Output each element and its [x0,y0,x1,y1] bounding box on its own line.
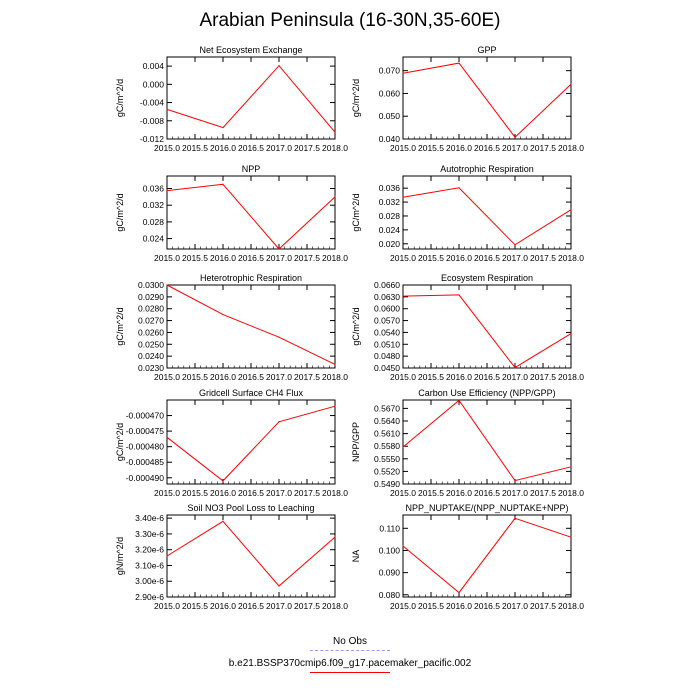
x-tick-label: 2016.0 [446,143,472,153]
y-tick-label: 0.5580 [374,441,400,452]
chart-panel-5 [115,273,348,382]
panel-title: Net Ecosystem Exchange [199,45,303,55]
y-tick-label: 2.90e-6 [135,592,164,602]
chart-panel-6 [351,273,584,382]
data-point [458,400,459,401]
plot-frame [167,515,335,597]
data-point [402,197,403,198]
data-point [222,184,223,185]
data-point [570,84,571,85]
data-point [514,244,515,245]
x-tick-label: 2015.5 [182,601,208,611]
data-point [278,337,279,338]
y-tick-label: -0.012 [139,134,164,144]
x-tick-label: 2015.5 [182,143,208,153]
y-tick-label: 0.110 [379,523,400,534]
y-axis-label: gC/m^2/d [115,78,125,118]
y-tick-label: 0.5670 [374,403,400,414]
x-tick-label: 2016.5 [474,253,500,263]
y-tick-label: -0.000480 [125,441,164,452]
y-tick-label: 3.00e-6 [135,576,164,587]
chart-panel-9 [115,503,348,611]
x-tick-label: 2016.0 [210,488,236,498]
panel-title: Autotrophic Respiration [440,164,534,174]
data-point [222,480,223,481]
x-tick-label: 2018.0 [322,601,348,611]
panel-title: GPP [477,45,497,55]
plot-frame [167,176,335,249]
y-axis-label: gC/m^2/d [115,307,125,346]
series-line [167,66,335,133]
y-tick-label: 0.090 [378,567,400,578]
y-tick-label: 0.0270 [138,315,164,326]
y-tick-label: 0.0450 [374,363,400,373]
x-tick-label: 2017.5 [530,253,556,263]
data-point [278,421,279,422]
series-line [167,184,335,249]
series-line [403,63,571,137]
y-tick-label: -0.000485 [125,457,164,468]
panel-title: Carbon Use Efficiency (NPP/GPP) [418,388,556,398]
x-tick-label: 2018.0 [558,143,584,153]
y-tick-label: 0.070 [378,65,400,76]
series-line [167,521,335,586]
chart-panel-10 [351,503,584,611]
y-tick-label: 0.028 [142,216,164,227]
data-point [570,537,571,538]
data-point [278,585,279,586]
plot-frame [167,400,335,484]
x-tick-label: 2016.0 [446,601,472,611]
page-title: Arabian Peninsula (16-30N,35-60E) [199,10,501,31]
data-point [514,367,515,368]
x-tick-label: 2017.0 [266,253,292,263]
y-tick-label: 0.032 [142,200,164,211]
data-point [402,295,403,296]
chart-panel-8 [351,388,584,498]
y-tick-label: 3.40e-6 [135,513,164,524]
data-point [222,127,223,128]
data-point [222,314,223,315]
y-tick-label: 0.0600 [374,303,400,314]
x-tick-label: 2016.0 [210,372,236,382]
y-tick-label: 0.036 [378,183,400,194]
x-tick-label: 2015.5 [418,143,444,153]
y-tick-label: 3.30e-6 [135,528,164,539]
x-tick-label: 2017.5 [294,488,320,498]
plot-frame [403,57,571,139]
data-point [514,480,515,481]
x-tick-label: 2017.0 [502,601,528,611]
x-tick-label: 2015.0 [390,601,416,611]
data-point [166,284,167,285]
x-tick-label: 2016.5 [238,372,264,382]
data-point [514,137,515,138]
data-point [458,592,459,593]
data-point [402,545,403,546]
y-tick-label: -0.008 [139,115,164,126]
y-tick-label: 0.080 [378,589,400,600]
y-tick-label: 0.024 [142,233,164,244]
y-tick-label: 0.0260 [138,327,164,338]
x-tick-label: 2015.0 [154,372,180,382]
series-line [403,188,571,245]
data-point [514,518,515,519]
data-point [166,190,167,191]
x-tick-label: 2015.5 [418,488,444,498]
x-tick-label: 2015.0 [154,601,180,611]
data-point [334,196,335,197]
y-tick-label: 0.028 [378,210,400,221]
x-tick-label: 2017.5 [294,601,320,611]
plot-frame [403,400,571,484]
y-tick-label: 3.20e-6 [135,544,164,555]
x-tick-label: 2017.5 [530,143,556,153]
data-point [166,437,167,438]
y-tick-label: 0.5490 [374,479,400,489]
x-tick-label: 2018.0 [558,372,584,382]
x-tick-label: 2016.5 [238,601,264,611]
x-tick-label: 2016.0 [210,143,236,153]
x-tick-label: 2017.0 [266,601,292,611]
x-tick-label: 2017.0 [502,253,528,263]
x-tick-label: 2017.0 [266,143,292,153]
y-tick-label: -0.000470 [125,410,164,421]
data-point [334,536,335,537]
x-tick-label: 2017.5 [530,601,556,611]
y-tick-label: 0.5610 [374,428,400,439]
x-tick-label: 2016.0 [210,601,236,611]
x-tick-label: 2018.0 [558,488,584,498]
plot-frame [403,285,571,368]
x-tick-label: 2016.5 [474,601,500,611]
y-axis-label: gC/m^2/d [115,422,125,462]
chart-panel-3 [115,164,348,263]
data-point [334,406,335,407]
data-point [402,446,403,447]
y-tick-label: 0.100 [378,545,400,556]
data-point [222,521,223,522]
x-tick-label: 2015.5 [182,488,208,498]
panel-title: Soil NO3 Pool Loss to Leaching [187,503,315,513]
y-tick-label: 0.000 [142,79,164,90]
plot-frame [167,285,335,368]
chart-panel-4 [351,164,584,263]
x-tick-label: 2017.0 [502,372,528,382]
data-point [570,333,571,334]
series-line [167,406,335,481]
panel-title: NPP_NUPTAKE/(NPP_NUPTAKE+NPP) [405,503,569,513]
x-tick-label: 2015.0 [390,372,416,382]
x-tick-label: 2017.5 [294,253,320,263]
y-tick-label: 0.5550 [374,453,400,464]
y-tick-label: 0.5520 [374,466,400,477]
legend-line-obs [310,650,390,651]
y-tick-label: 0.050 [378,111,400,122]
legend-line-model [310,672,390,673]
y-tick-label: 0.020 [378,238,400,249]
x-tick-label: 2017.0 [502,143,528,153]
x-tick-label: 2015.5 [182,253,208,263]
x-tick-label: 2015.0 [390,253,416,263]
y-axis-label: NPP/GPP [351,421,361,463]
y-tick-label: 0.004 [142,61,164,72]
x-tick-label: 2016.5 [474,488,500,498]
x-tick-label: 2015.0 [390,143,416,153]
plot-frame [167,57,335,139]
panel-title: Heterotrophic Respiration [199,273,303,283]
data-point [570,466,571,467]
y-axis-label: gC/m^2/d [351,307,361,346]
x-tick-label: 2017.0 [266,372,292,382]
data-point [458,63,459,64]
panel-title: NPP [241,164,261,174]
chart-panel-7 [115,388,348,498]
x-tick-label: 2018.0 [558,253,584,263]
x-tick-label: 2015.5 [418,372,444,382]
data-point [278,65,279,66]
y-axis-label: gC/m^2/d [351,193,361,232]
chart-panel-1 [115,45,348,153]
y-axis-label: gN/m^2/d [115,536,125,576]
y-tick-label: 0.0540 [374,327,400,338]
series-line [403,518,571,592]
y-tick-label: 0.0300 [138,280,164,290]
x-tick-label: 2015.5 [418,601,444,611]
x-tick-label: 2017.5 [294,143,320,153]
y-tick-label: 0.0480 [374,351,400,362]
y-axis-label: gC/m^2/d [115,193,125,232]
series-line [403,400,571,480]
series-line [167,285,335,364]
y-tick-label: 0.024 [378,224,400,235]
data-point [334,132,335,133]
y-tick-label: 3.10e-6 [135,560,164,571]
series-line [403,295,571,368]
x-tick-label: 2018.0 [558,601,584,611]
x-tick-label: 2015.0 [154,253,180,263]
y-tick-label: 0.0230 [138,363,164,373]
y-axis-label: gC/m^2/d [351,78,361,118]
legend-entry-obs [0,636,700,658]
y-tick-label: 0.0280 [138,303,164,314]
data-point [458,294,459,295]
legend-entry-model [0,658,700,680]
y-tick-label: 0.5640 [374,416,400,426]
data-point [334,364,335,365]
y-tick-label: 0.0570 [374,315,400,326]
data-point [570,209,571,210]
y-tick-label: -0.000475 [125,426,164,437]
y-tick-label: -0.004 [139,97,164,108]
y-tick-label: 0.040 [378,134,400,144]
legend [0,636,700,680]
x-tick-label: 2016.5 [238,253,264,263]
x-tick-label: 2018.0 [322,253,348,263]
x-tick-label: 2017.5 [530,372,556,382]
x-tick-label: 2016.0 [446,253,472,263]
y-tick-label: 0.0510 [374,339,400,350]
plot-frame [403,176,571,249]
y-tick-label: 0.032 [378,197,400,208]
y-tick-label: 0.0240 [138,351,164,362]
y-tick-label: -0.000490 [125,472,164,483]
y-tick-label: 0.0660 [374,280,400,290]
data-point [166,555,167,556]
x-tick-label: 2015.0 [154,143,180,153]
panel-title: Gridcell Surface CH4 Flux [198,388,304,398]
data-point [458,187,459,188]
y-tick-label: 0.0290 [138,291,164,302]
data-point [278,248,279,249]
chart-panel-2 [351,45,584,153]
x-tick-label: 2016.5 [238,488,264,498]
y-axis-label: NA [351,549,361,563]
x-tick-label: 2017.0 [266,488,292,498]
x-tick-label: 2016.0 [210,253,236,263]
x-tick-label: 2017.0 [502,488,528,498]
data-point [166,109,167,110]
y-tick-label: 0.060 [378,88,400,99]
data-point [402,73,403,74]
x-tick-label: 2016.0 [446,372,472,382]
x-tick-label: 2016.5 [474,143,500,153]
panel-title: Ecosystem Respiration [440,273,534,283]
y-tick-label: 0.0250 [138,339,164,350]
x-tick-label: 2015.0 [154,488,180,498]
legend-label-obs: No Obs [333,636,367,647]
x-tick-label: 2018.0 [322,488,348,498]
x-tick-label: 2015.5 [182,372,208,382]
x-tick-label: 2015.5 [418,253,444,263]
y-tick-label: 0.036 [142,183,164,194]
x-tick-label: 2018.0 [322,372,348,382]
x-tick-label: 2015.0 [390,488,416,498]
x-tick-label: 2018.0 [322,143,348,153]
x-tick-label: 2016.5 [474,372,500,382]
legend-label-model: b.e21.BSSP370cmip6.f09_g17.pacemaker_pacific.002 [228,658,472,669]
x-tick-label: 2016.0 [446,488,472,498]
x-tick-label: 2017.5 [294,372,320,382]
x-tick-label: 2017.5 [530,488,556,498]
x-tick-label: 2016.5 [238,143,264,153]
y-tick-label: 0.0630 [374,291,400,302]
